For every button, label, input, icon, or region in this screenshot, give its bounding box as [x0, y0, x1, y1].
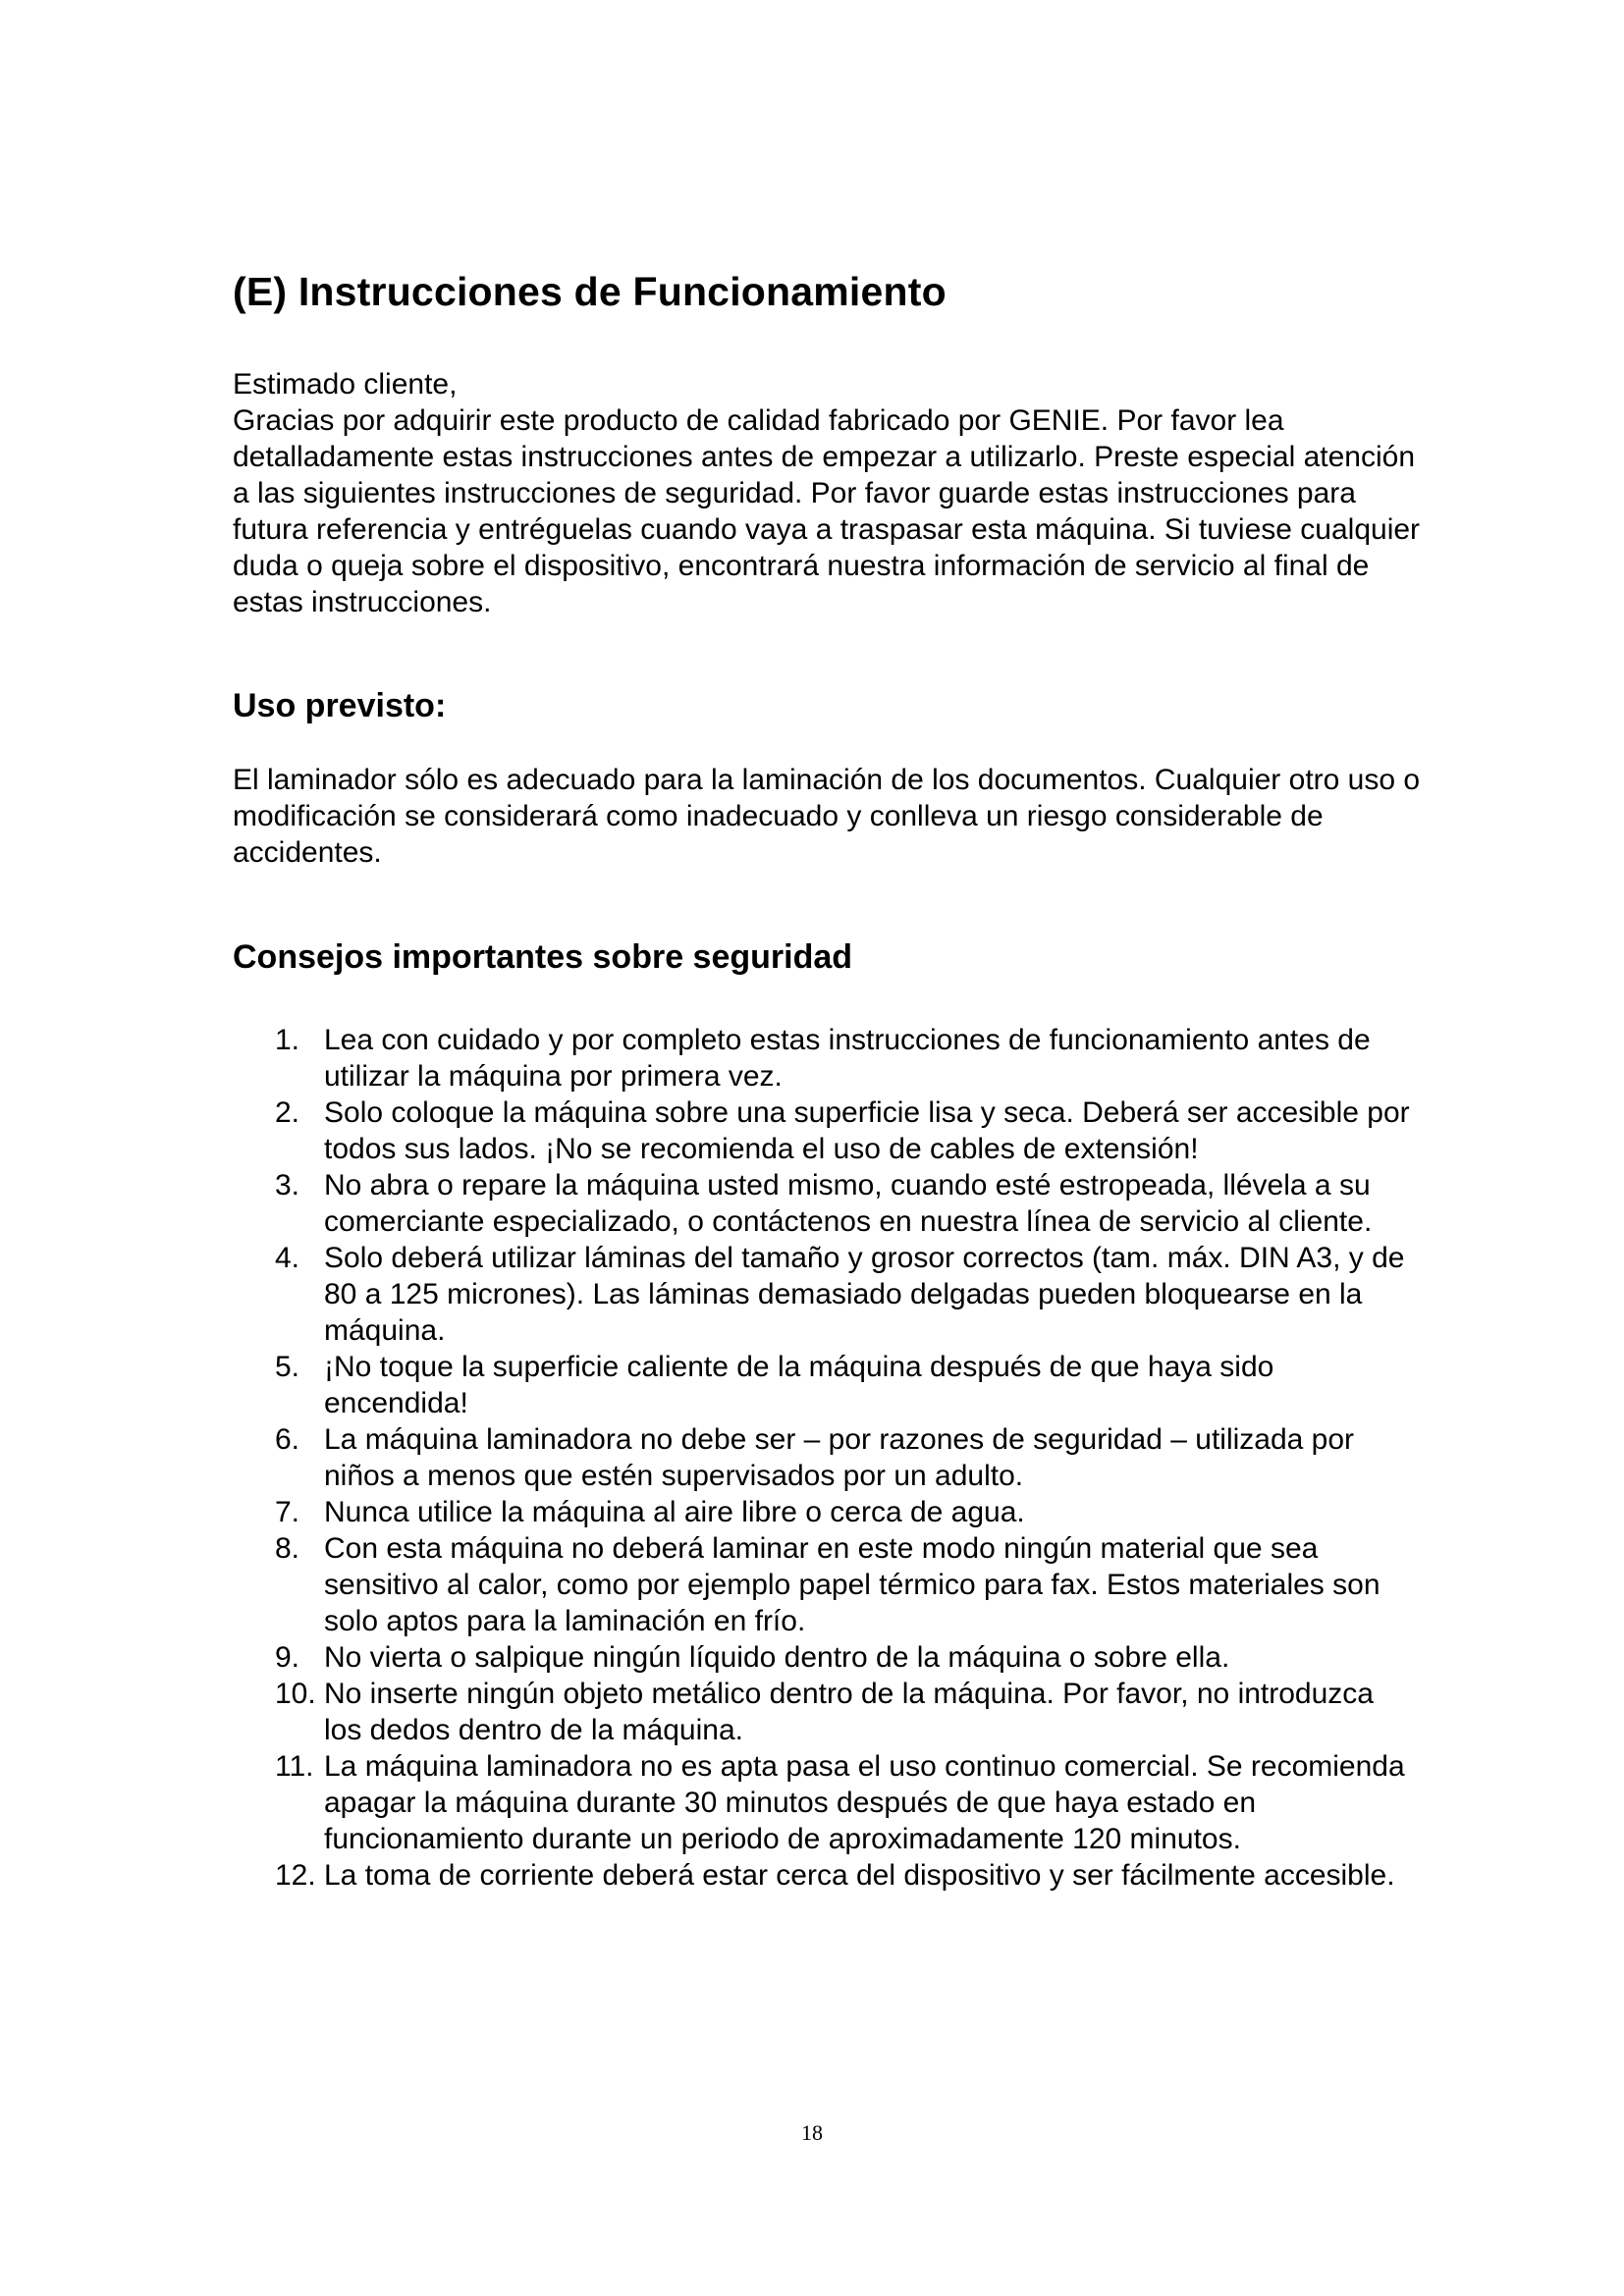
list-item-text: Solo coloque la máquina sobre una superficie lisa y seca. Deberá ser accesible por todos sus lados. ¡No se recomienda el uso de cables de extensión!	[324, 1096, 1410, 1165]
uso-previsto-text: El laminador sólo es adecuado para la laminación de los documentos. Cualquier otro uso o modificación se considerará como inadecuado y conlleva un riesgo considerable de accidentes.	[233, 764, 1421, 869]
list-item	[275, 1095, 1414, 1167]
list-item	[275, 1494, 1414, 1530]
list-item	[275, 1349, 1414, 1421]
list-item-number: 11.	[275, 1750, 314, 1783]
list-item-number: 4.	[275, 1242, 300, 1274]
list-item	[275, 1857, 1414, 1894]
list-item-text: No inserte ningún objeto metálico dentro de la máquina. Por favor, no introduzca los dedos dentro de la máquina.	[324, 1678, 1374, 1746]
list-item	[275, 1639, 1414, 1676]
list-item-number: 6.	[275, 1423, 300, 1456]
uso-previsto-heading: Uso previsto:	[233, 687, 447, 724]
list-item-text: ¡No toque la superficie caliente de la máquina después de que haya sido encendida!	[324, 1351, 1274, 1419]
list-item-text: La toma de corriente deberá estar cerca del dispositivo y ser fácilmente accesible.	[324, 1859, 1395, 1892]
intro-greeting: Estimado cliente,	[233, 368, 458, 400]
list-item-text: La máquina laminadora no es apta pasa el uso continuo comercial. Se recomienda apagar la máquina durante 30 minutos después de que haya estado en funcionamiento durante un periodo de aproximadamente 120 minutos.	[324, 1750, 1405, 1855]
page-number: 18	[801, 2120, 823, 2145]
list-item-number: 5.	[275, 1351, 300, 1383]
list-item-number: 10.	[275, 1678, 316, 1710]
list-item-number: 7.	[275, 1496, 300, 1528]
safety-tips-list	[275, 1022, 1414, 1894]
list-item-text: No abra o repare la máquina usted mismo, cuando esté estropeada, llévela a su comerciante especializado, o contáctenos en nuestra línea de servicio al cliente.	[324, 1169, 1373, 1238]
list-item-text: La máquina laminadora no debe ser – por razones de seguridad – utilizada por niños a menos que estén supervisados por un adulto.	[324, 1423, 1355, 1492]
list-item-text: Lea con cuidado y por completo estas instrucciones de funcionamiento antes de utilizar la máquina por primera vez.	[324, 1024, 1371, 1093]
intro-body: Gracias por adquirir este producto de calidad fabricado por GENIE. Por favor lea detalladamente estas instrucciones antes de empezar a utilizarlo. Preste especial atención a las siguientes instrucciones de seguridad. Por favor guarde estas instrucciones para futura referencia y entréguelas cuando vaya a traspasar esta máquina. Si tuviese cualquier duda o queja sobre el dispositivo, encontrará nuestra información de servicio al final de estas instrucciones.	[233, 404, 1421, 618]
list-item-number: 2.	[275, 1096, 300, 1129]
list-item	[275, 1240, 1414, 1349]
list-item	[275, 1167, 1414, 1240]
list-item-text: No vierta o salpique ningún líquido dentro de la máquina o sobre ella.	[324, 1641, 1230, 1674]
list-item-number: 12.	[275, 1859, 316, 1892]
intro-section	[233, 366, 1431, 620]
consejos-heading: Consejos importantes sobre seguridad	[233, 938, 853, 976]
page-title: (E) Instrucciones de Funcionamiento	[233, 269, 947, 314]
list-item	[275, 1748, 1414, 1857]
list-item-number: 1.	[275, 1024, 300, 1056]
list-item-number: 8.	[275, 1532, 300, 1565]
list-item-text: Con esta máquina no deberá laminar en este modo ningún material que sea sensitivo al calor, como por ejemplo papel térmico para fax. Estos materiales son solo aptos para la laminación en frío.	[324, 1532, 1380, 1637]
list-item-text: Nunca utilice la máquina al aire libre o cerca de agua.	[324, 1496, 1025, 1528]
list-item	[275, 1530, 1414, 1639]
list-item-text: Solo deberá utilizar láminas del tamaño y grosor correctos (tam. máx. DIN A3, y de 80 a 125 micrones). Las láminas demasiado delgadas pueden bloquearse en la máquina.	[324, 1242, 1405, 1347]
list-item	[275, 1022, 1414, 1095]
list-item-number: 9.	[275, 1641, 300, 1674]
list-item	[275, 1676, 1414, 1748]
list-item-number: 3.	[275, 1169, 300, 1201]
list-item	[275, 1421, 1414, 1494]
